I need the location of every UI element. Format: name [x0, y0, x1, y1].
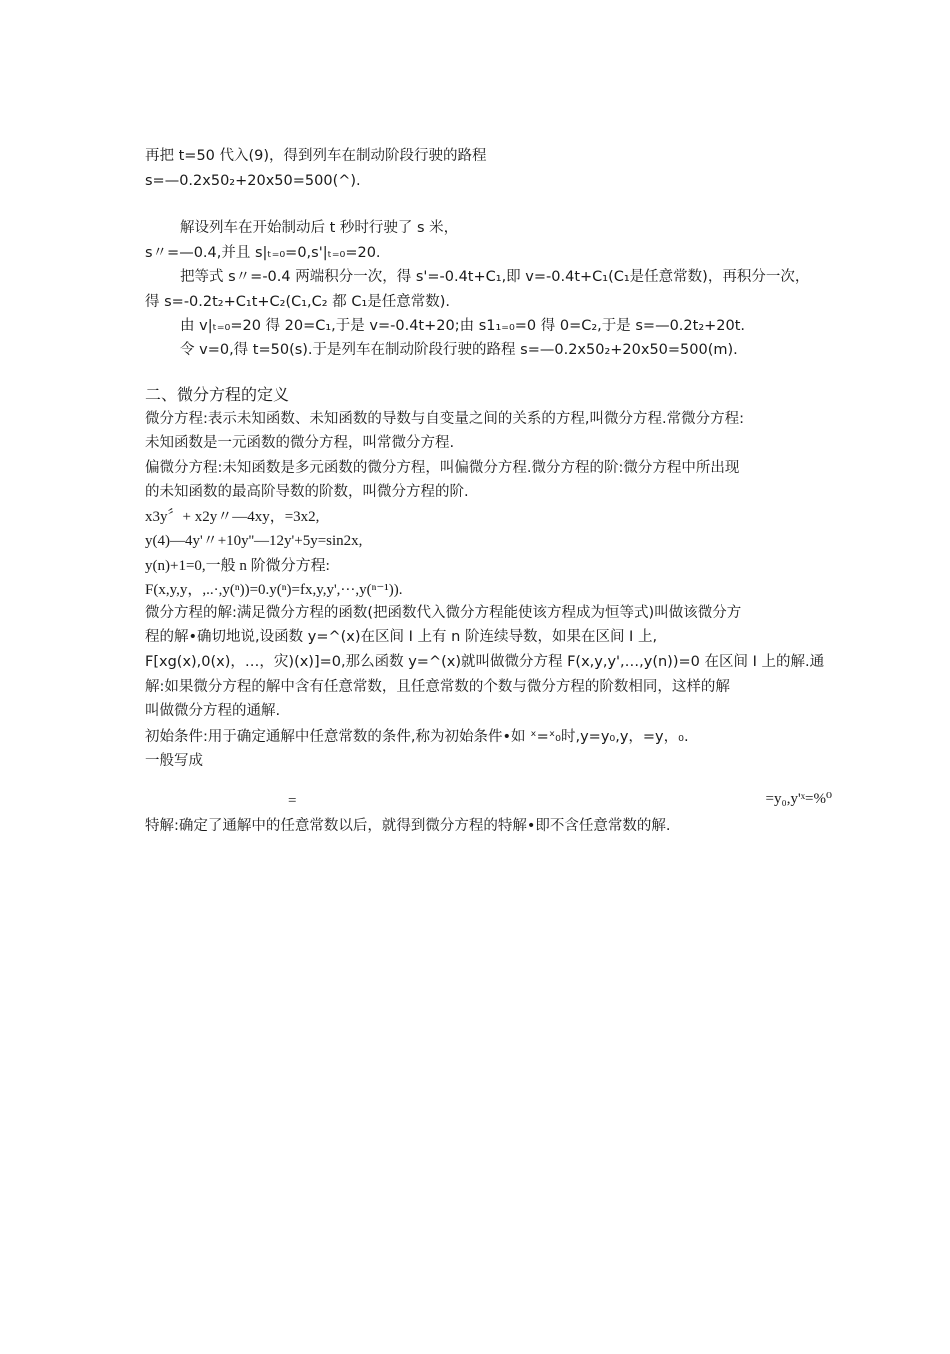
equation-line: x3y〞+ x2y〃—4xy，=3x2, — [145, 509, 320, 525]
text-line: 得 s=-0.2t₂+C₁t+C₂(C₁,C₂ 都 C₁是任意常数). — [145, 294, 451, 310]
text-line: 初始条件:用于确定通解中任意常数的条件,称为初始条件•如 ˣ=ˣ₀时,y=y₀,y，=y，₀. — [145, 729, 689, 745]
text-line: 未知函数是一元函数的微分方程，叫常微分方程. — [145, 435, 455, 451]
equation-line: y(n)+1=0,一般 n 阶微分方程: — [145, 558, 330, 574]
text-line: 再把 t=50 代入(9)，得到列车在制动阶段行驶的路程 — [145, 148, 487, 164]
text-line: 的未知函数的最高阶导数的阶数，叫微分方程的阶. — [145, 484, 469, 500]
text-line: 特解:确定了通解中的任意常数以后，就得到微分方程的特解•即不含任意常数的解. — [145, 818, 671, 834]
text-line: s〃=—0.4,并且 s|ₜ₌₀=0,s'|ₜ₌₀=20. — [145, 245, 381, 261]
text-line: F[xg(x),0(x)，…，灾)(x)]=0,那么函数 y=^(x)就叫做微分方程 F(x,y,y',…,y(n))=0 在区间 I 上的解.通 — [145, 654, 825, 670]
equals-sign: = — [288, 793, 297, 809]
text-line: 程的解•确切地说,设函数 y=^(x)在区间 I 上有 n 阶连续导数，如果在区间 I 上, — [145, 629, 658, 645]
text-line: 由 v|ₜ₌₀=20 得 20=C₁,于是 v=-0.4t+20;由 s1₁₌₀=0 得 0=C₂,于是 s=—0.2t₂+20t. — [180, 318, 746, 334]
initial-condition-formula: =y₀,y'ˣ=%⁰ — [765, 791, 832, 807]
text-line: 偏微分方程:未知函数是多元函数的微分方程，叫偏微分方程.微分方程的阶:微分方程中所出现 — [145, 460, 740, 476]
text-line: 令 v=0,得 t=50(s).于是列车在制动阶段行驶的路程 s=—0.2x50₂+20x50=500(m). — [180, 342, 738, 358]
text-line: 一般写成 — [145, 753, 203, 769]
text-line: 解设列车在开始制动后 t 秒时行驶了 s 米， — [180, 220, 459, 236]
text-line: s=—0.2x50₂+20x50=500(^). — [145, 173, 361, 189]
text-line: 微分方程:表示未知函数、未知函数的导数与自变量之间的关系的方程,叫微分方程.常微分方程: — [145, 411, 744, 427]
text-line: 叫做微分方程的通解. — [145, 703, 281, 719]
text-line: 解:如果微分方程的解中含有任意常数，且任意常数的个数与微分方程的阶数相同，这样的解 — [145, 679, 730, 695]
text-line: 微分方程的解:满足微分方程的函数(把函数代入微分方程能使该方程成为恒等式)叫做该微分方 — [145, 605, 742, 621]
section-heading: 二、微分方程的定义 — [145, 385, 290, 404]
text-line: 把等式 s〃=-0.4 两端积分一次，得 s'=-0.4t+C₁,即 v=-0.4t+C₁(C₁是任意常数)，再积分一次， — [180, 269, 810, 285]
equation-line: y(4)—4y'〃+10y''—12y'+5y=sin2x, — [145, 533, 363, 549]
equation-line: F(x,y,y，,..·,y(ⁿ))=0.y(ⁿ)=fx,y,y',···,y(ⁿ⁻¹)). — [145, 582, 403, 598]
